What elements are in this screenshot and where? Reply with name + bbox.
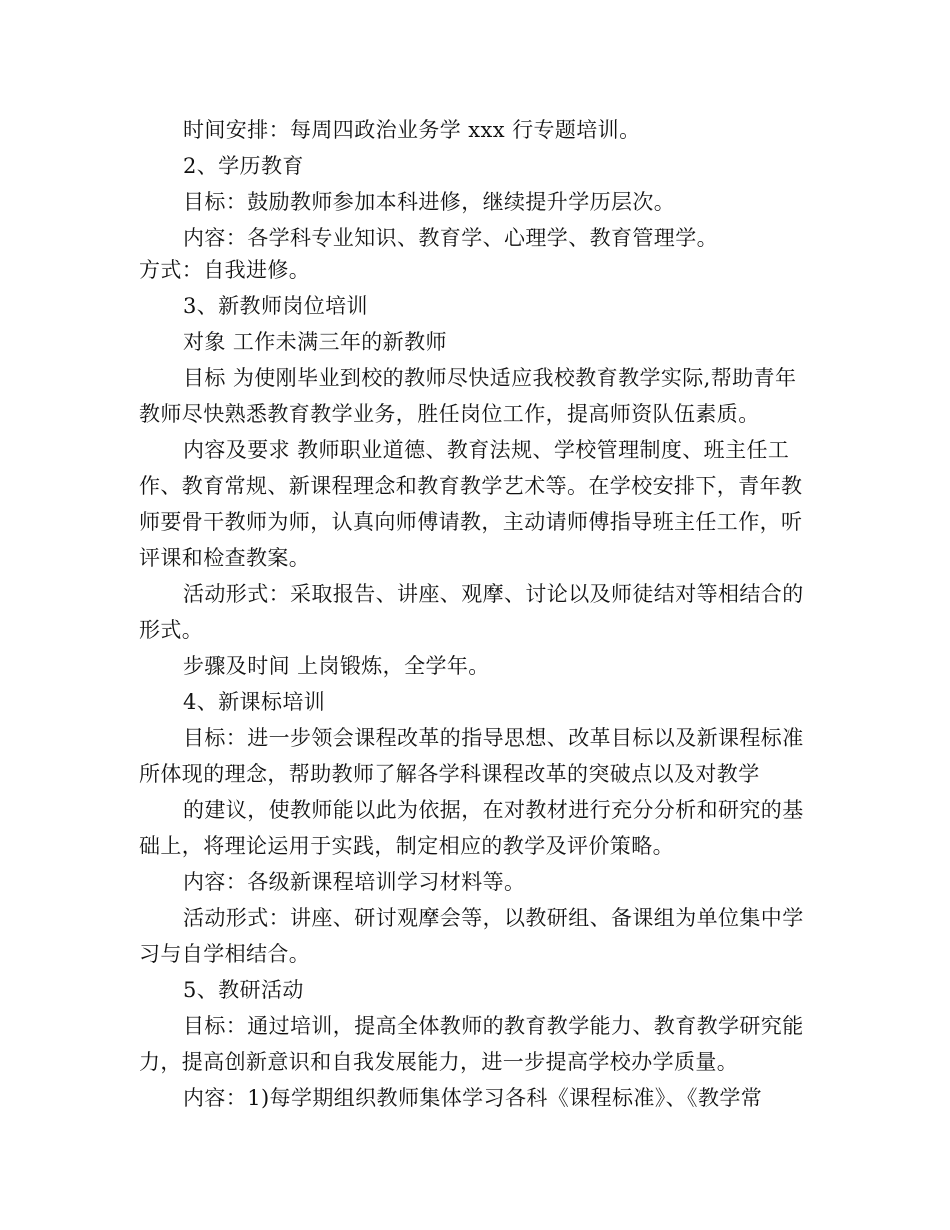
text-line: 师要骨干教师为师，认真向师傅请教，主动请师傅指导班主任工作，听: [139, 510, 803, 534]
text-line: 内容：各学科专业知识、教育学、心理学、教育管理学。: [183, 226, 718, 250]
text-line: 活动形式：采取报告、讲座、观摩、讨论以及师徒结对等相结合的: [183, 582, 804, 606]
section-heading: 3、新教师岗位培训: [183, 294, 368, 318]
text-line: 的建议，使教师能以此为依据，在对教材进行充分分析和研究的基: [183, 798, 804, 822]
text-line: 教师尽快熟悉教育教学业务，胜任岗位工作，提高师资队伍素质。: [139, 402, 760, 426]
text-line: 形式。: [139, 618, 204, 642]
text-line: 所体现的理念，帮助教师了解各学科课程改革的突破点以及对教学: [139, 762, 760, 786]
text-line: 活动形式：讲座、研讨观摩会等，以教研组、备课组为单位集中学: [183, 906, 804, 930]
text-line: 础上，将理论运用于实践，制定相应的教学及评价策略。: [139, 834, 674, 858]
section-heading: 2、学历教育: [183, 154, 304, 178]
text-line: 作、教育常规、新课程理念和教育教学艺术等。在学校安排下，青年教: [139, 474, 803, 498]
text-line: 内容：1)每学期组织教师集体学习各科《课程标准》、《教学常: [183, 1086, 763, 1110]
section-heading: 5、教研活动: [183, 978, 304, 1002]
text-line: 步骤及时间 上岗锻炼，全学年。: [183, 654, 490, 678]
text-line: 目标：通过培训，提高全体教师的教育教学能力、教育教学研究能: [183, 1014, 804, 1038]
text-line: 目标 为使刚毕业到校的教师尽快适应我校教育教学实际,帮助青年: [183, 366, 797, 390]
text-line: 力，提高创新意识和自我发展能力，进一步提高学校办学质量。: [139, 1050, 739, 1074]
text-line: 方式：自我进修。: [139, 258, 311, 282]
text-line: 内容及要求 教师职业道德、教育法规、学校管理制度、班主任工: [183, 438, 790, 462]
text-line: 内容：各级新课程培训学习材料等。: [183, 870, 526, 894]
section-heading: 4、新课标培训: [183, 690, 326, 714]
text-line: 时间安排：每周四政治业务学 xxx 行专题培训。: [183, 118, 641, 142]
text-line: 习与自学相结合。: [139, 942, 311, 966]
text-line: 目标：鼓励教师参加本科进修，继续提升学历层次。: [183, 190, 676, 214]
text-line: 对象 工作未满三年的新教师: [183, 330, 447, 354]
text-line: 评课和检查教案。: [139, 546, 311, 570]
text-line: 目标：进一步领会课程改革的指导思想、改革目标以及新课程标准: [183, 726, 804, 750]
